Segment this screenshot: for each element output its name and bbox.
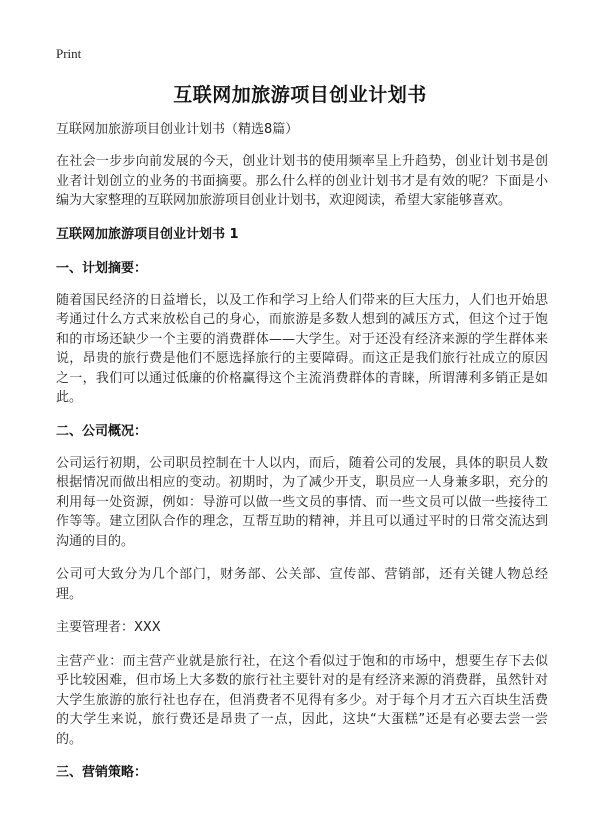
print-label[interactable]: Print [56, 46, 82, 61]
industry-paragraph: 主营产业：而主营产业就是旅行社，在这个看似过于饱和的市场中，想要生存下去似乎比较困难，但市场上大多数的旅行社主要针对的是有经济来源的消费群，虽然针对大学生旅游的旅行社也存在，但消费者不见得有多少。对于每个月才五六百块生活费的大学生来说，旅行费还是昂贵了一点，因此，这块“大蛋糕”还是有必要去尝一尝的。 [56, 653, 548, 747]
section-heading: 互联网加旅游项目创业计划书 1 [56, 226, 239, 242]
company-paragraph-2: 公司可大致分为几个部门，财务部、公关部、宣传部、营销部，还有关键人物总经理。 [56, 567, 548, 602]
manager-line: 主要管理者：XXX [56, 620, 161, 635]
company-paragraph-1: 公司运行初期，公司职员控制在十人以内，而后，随着公司的发展，具体的职员人数根据情况而做出相应的变动。初期时，为了减少开支，职员应一人身兼多职，充分的利用每一处资源，例如：导游可以做一些文员的事情、而一些文员可以做一些接待工作等等。建立团队合作的理念，互帮互助的精神，并且可以通过平时的日常交流达到沟通的目的。 [56, 455, 548, 549]
marketing-heading: 三、营销策略： [56, 765, 148, 780]
page-title: 互联网加旅游项目创业计划书 [173, 84, 427, 106]
summary-heading: 一、计划摘要： [56, 260, 148, 276]
company-heading: 二、公司概况： [56, 423, 148, 439]
summary-paragraph: 随着国民经济的日益增长，以及工作和学习上给人们带来的巨大压力，人们也开始思考通过什么方式来放松自己的身心，而旅游是多数人想到的减压方式，但这个过于饱和的市场还缺少一个主要的消费群体——大学生。对于还没有经济来源的学生群体来说，昂贵的旅行费是他们不愿选择旅行的主要障碍。而这正是我们旅行社成立的原因之一，我们可以通过低廉的价格赢得这个主流消费群体的青睐，所谓薄利多销正是如此。 [56, 292, 548, 405]
document-subtitle: 互联网加旅游项目创业计划书（精选8篇） [56, 122, 299, 137]
document-body [56, 120, 548, 795]
intro-paragraph: 在社会一步步向前发展的今天，创业计划书的使用频率呈上升趋势，创业计划书是创业者计划创立的业务的书面摘要。那么什么样的创业计划书才是有效的呢？下面是小编为大家整理的互联网加旅游项目创业计划书，欢迎阅读，希望大家能够喜欢。 [56, 154, 548, 208]
